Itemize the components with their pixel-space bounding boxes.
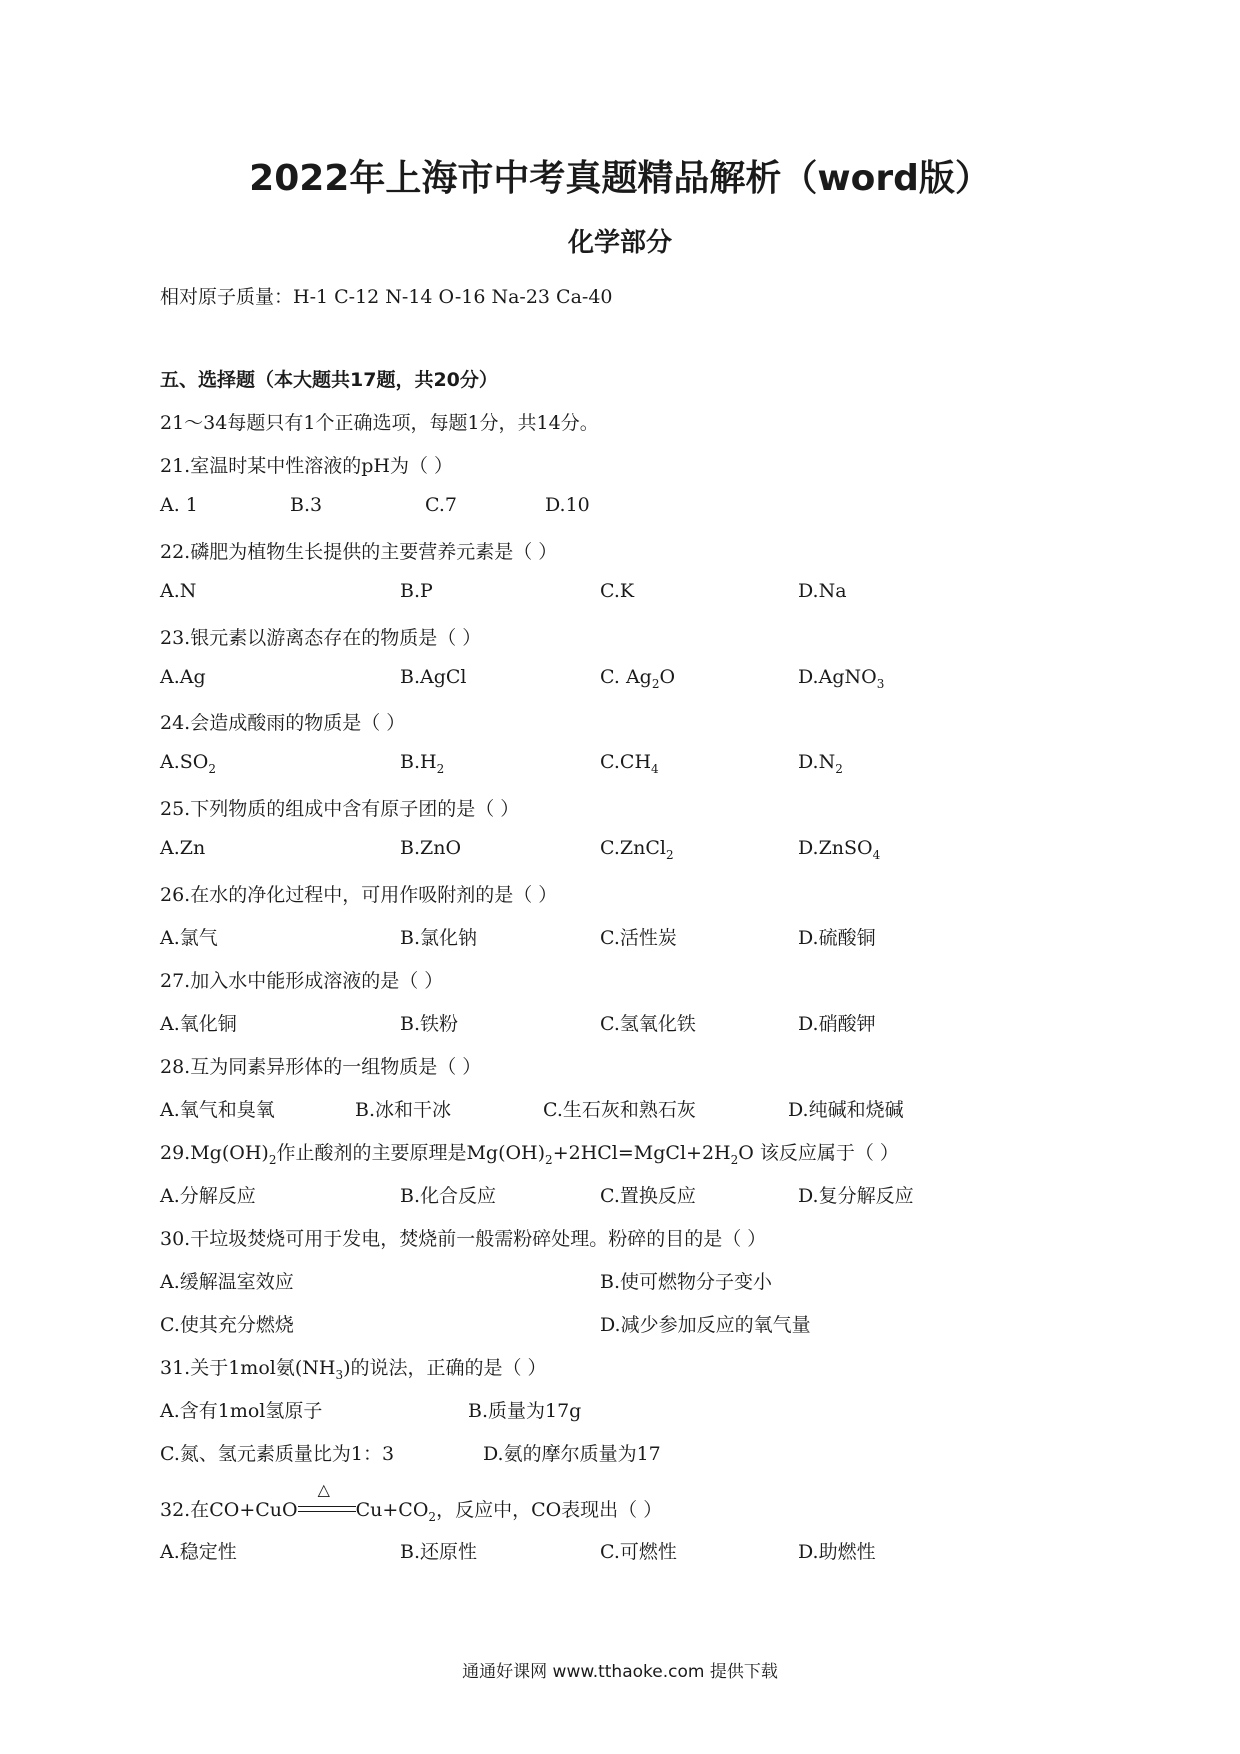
q29-option-b: B.化合反应 — [400, 1185, 497, 1207]
q25-option-d: D.ZnSO$_4$ — [798, 837, 881, 862]
q26-option-b: B.氯化钠 — [400, 927, 478, 949]
question-30: 30.干垃圾焚烧可用于发电，焚烧前一般需粉碎处理。粉碎的目的是（ ） — [160, 1228, 767, 1250]
question-28: 28.互为同素异形体的一组物质是（ ） — [160, 1056, 482, 1078]
q24-option-d: $D.N_2$ — [798, 751, 843, 776]
q26-option-a: A.氯气 — [160, 927, 218, 949]
question-21: 21.室温时某中性溶液的pH为（ ） — [160, 455, 453, 477]
q24-option-c: $C.CH_4$ — [600, 751, 659, 776]
question-29: $29.Mg(OH)_2$作止酸剂的主要原理是$Mg(OH)_2+2HCl=MgCl+2H_2O$ 该反应属于（ ） — [160, 1142, 899, 1167]
q31-option-c: C.氮、氢元素质量比为1：3 — [160, 1443, 395, 1465]
q31-option-b: B.质量为17g — [468, 1400, 582, 1422]
atomic-masses: 相对原子质量：H-1 C-12 N-14 O-16 Na-23 Ca-40 — [160, 286, 613, 308]
q27-option-b: B.铁粉 — [400, 1013, 459, 1035]
q30-option-c: C.使其充分燃烧 — [160, 1314, 294, 1336]
q23-option-b: B.AgCl — [400, 666, 467, 688]
q27-option-c: C.氢氧化铁 — [600, 1013, 696, 1035]
footer-download-note: 通通好课网 www.tthaoke.com 提供下载 — [462, 1662, 778, 1682]
question-27: 27.加入水中能形成溶液的是（ ） — [160, 970, 444, 992]
q26-option-d: D.硫酸铜 — [798, 927, 876, 949]
q26-option-c: C.活性炭 — [600, 927, 677, 949]
q25-option-c: C.ZnCl$_2$ — [600, 837, 674, 862]
q29-option-d: D.复分解反应 — [798, 1185, 914, 1207]
q31-option-d: D.氨的摩尔质量为17 — [483, 1443, 661, 1465]
q27-option-a: A.氧化铜 — [160, 1013, 237, 1035]
q32-option-b: B.还原性 — [400, 1541, 478, 1563]
question-22: 22.磷肥为植物生长提供的主要营养元素是（ ） — [160, 541, 558, 563]
q29-option-c: C.置换反应 — [600, 1185, 696, 1207]
q24-option-a: $A.SO_2$ — [160, 751, 216, 776]
q27-option-d: D.硝酸钾 — [798, 1013, 876, 1035]
q29-option-a: A.分解反应 — [160, 1185, 256, 1207]
heat-condition-symbol: △ — [298, 1494, 356, 1516]
q28-option-a: A.氧气和臭氧 — [160, 1099, 275, 1121]
document-subtitle: 化学部分 — [567, 228, 672, 258]
instruction: 21～34每题只有1个正确选项，每题1分，共14分。 — [160, 412, 599, 434]
q22-option-a: A.N — [160, 580, 197, 602]
q21-option-a: A. 1 — [160, 494, 198, 516]
q21-option-b: B.3 — [290, 494, 323, 516]
q22-option-d: D.Na — [798, 580, 847, 602]
q32-option-d: D.助燃性 — [798, 1541, 876, 1563]
question-32: 32.在CO+CuO △ $Cu+CO_2$，反应中，CO表现出（ ） — [160, 1480, 663, 1524]
q28-option-d: D.纯碱和烧碱 — [788, 1099, 904, 1121]
question-31: 31.关于1mol氨$(NH_3)$的说法，正确的是（ ） — [160, 1357, 547, 1382]
question-26: 26.在水的净化过程中，可用作吸附剂的是（ ） — [160, 884, 558, 906]
q24-option-b: $B.H_2$ — [400, 751, 445, 776]
document-title: 2022年上海市中考真题精品解析（word版） — [249, 158, 991, 199]
q32-option-c: C.可燃性 — [600, 1541, 677, 1563]
q28-option-c: C.生石灰和熟石灰 — [543, 1099, 696, 1121]
q23-option-c: C. $Ag_2O$ — [600, 666, 676, 691]
q30-option-a: A.缓解温室效应 — [160, 1271, 294, 1293]
q31-option-a: A.含有1mol氢原子 — [160, 1400, 323, 1422]
q23-option-d: D.AgNO$_3$ — [798, 666, 885, 691]
question-25: 25.下列物质的组成中含有原子团的是（ ） — [160, 798, 520, 820]
question-24: 24.会造成酸雨的物质是（ ） — [160, 712, 406, 734]
q21-option-d: D.10 — [545, 494, 590, 516]
q25-option-a: A.Zn — [160, 837, 206, 859]
q30-option-d: D.减少参加反应的氧气量 — [600, 1314, 811, 1336]
question-23: 23.银元素以游离态存在的物质是（ ） — [160, 627, 482, 649]
q22-option-c: C.K — [600, 580, 635, 602]
section-heading: 五、选择题（本大题共17题，共20分） — [160, 369, 498, 391]
q22-option-b: B.P — [400, 580, 433, 602]
q28-option-b: B.冰和干冰 — [355, 1099, 452, 1121]
q21-option-c: C.7 — [425, 494, 457, 516]
q25-option-b: B.ZnO — [400, 837, 462, 859]
q32-option-a: A.稳定性 — [160, 1541, 237, 1563]
q23-option-a: A.Ag — [160, 666, 206, 688]
q30-option-b: B.使可燃物分子变小 — [600, 1271, 773, 1293]
